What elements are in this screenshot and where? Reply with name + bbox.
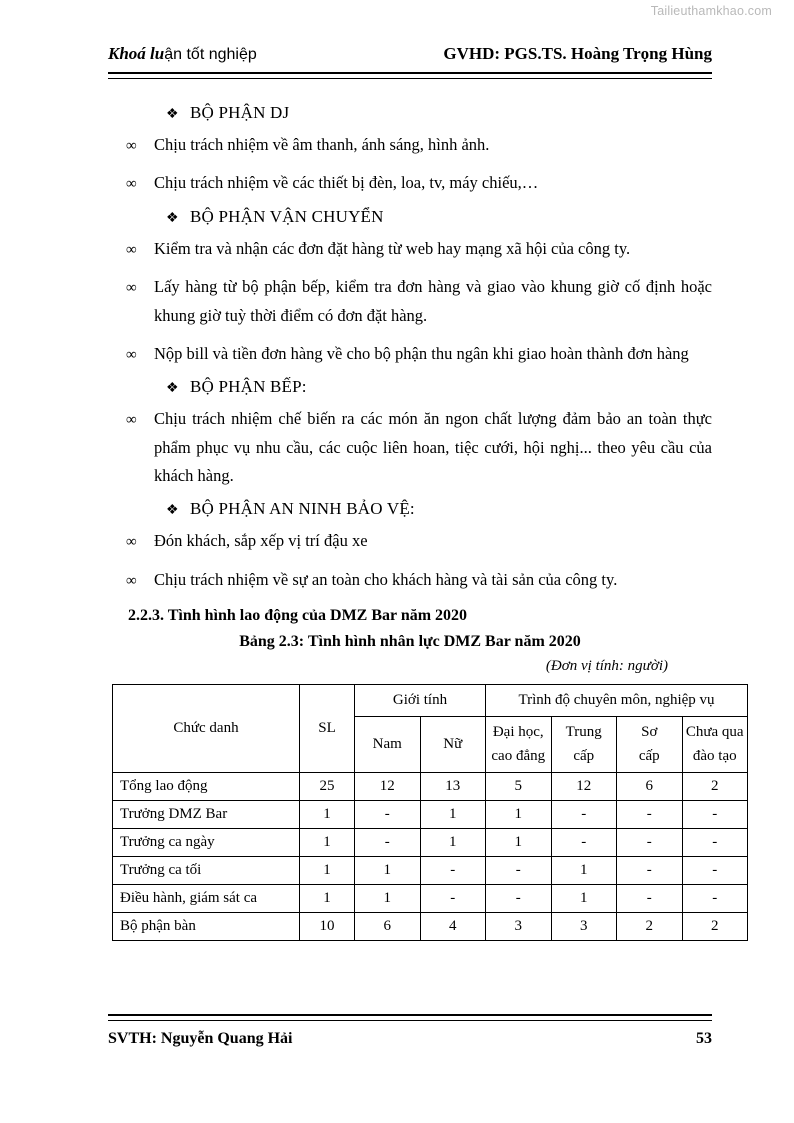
running-footer [108,1030,712,1048]
list-item [108,566,712,594]
cell-chua-qua: - [682,884,748,912]
table-row [113,772,748,800]
col-header-dai-hoc-line2: cao đẳng [491,747,546,764]
section-heading-label: BỘ PHẬN VẬN CHUYỂN [190,206,384,226]
col-header-so-cap-line2: cấp [638,747,660,764]
cell-label: Trưởng ca ngày [113,828,300,856]
table-header-row-1 [113,685,748,717]
table-row [113,800,748,828]
infinity-bullet-icon: ∞ [126,572,137,589]
infinity-bullet-icon: ∞ [126,176,137,193]
running-header [108,44,712,64]
table-row [113,912,748,940]
cell-sl: 25 [300,772,355,800]
table-row [113,884,748,912]
col-header-trung-cap [551,717,617,773]
cell-dai-hoc: 1 [486,828,552,856]
col-header-nam: Nam [355,717,421,773]
cell-sl: 1 [300,800,355,828]
cell-chua-qua: 2 [682,912,748,940]
footer-rule [108,1014,712,1021]
cell-nu: - [420,856,486,884]
col-header-chua-qua-line2: đào tạo [692,747,737,764]
diamond-bullet-icon: ❖ [166,210,179,226]
cell-dai-hoc: 1 [486,800,552,828]
cell-trung-cap: 1 [551,856,617,884]
section-heading-van-chuyen [108,208,712,226]
infinity-bullet-icon: ∞ [126,534,137,551]
header-left-title [108,44,257,64]
header-advisor: GVHD: PGS.TS. Hoàng Trọng Hùng [443,44,712,63]
list-item [108,405,712,490]
list-item-label: Chịu trách nhiệm chế biến ra các món ăn ngon chất lượng đảm bảo an toàn thực phẩm phục vụ nhu cầu, các cuộc liên hoan, tiệc cưới, hội nghị... theo yêu cầu của khách hàng. [154,409,712,485]
document-body [108,103,744,941]
cell-chua-qua: - [682,800,748,828]
list-item [108,340,712,368]
header-rule [108,72,712,79]
cell-so-cap: - [617,856,683,884]
cell-nam: - [355,828,421,856]
cell-sl: 10 [300,912,355,940]
page-number: 53 [696,1030,712,1047]
cell-nu: 1 [420,828,486,856]
col-header-so-cap-line1: Sơ [641,724,658,741]
list-item-label: Chịu trách nhiệm về âm thanh, ánh sáng, hình ảnh. [154,135,490,154]
col-header-chua-qua-dao-tao [682,717,748,773]
cell-label: Bộ phận bàn [113,912,300,940]
workforce-table [112,684,748,941]
list-item [108,235,712,263]
list-item [108,527,712,555]
cell-trung-cap: - [551,800,617,828]
cell-sl: 1 [300,884,355,912]
section-heading-bep [108,378,712,396]
list-item [108,131,712,159]
cell-label: Trưởng DMZ Bar [113,800,300,828]
cell-nam: 1 [355,856,421,884]
cell-so-cap: - [617,884,683,912]
cell-label: Điều hành, giám sát ca [113,884,300,912]
cell-nam: - [355,800,421,828]
cell-trung-cap: - [551,828,617,856]
cell-chua-qua: - [682,828,748,856]
section-heading-dj [108,104,712,122]
col-group-header-trinh-do: Trình độ chuyên môn, nghiệp vụ [486,685,748,717]
section-heading-label: BỘ PHẬN DJ [190,103,290,122]
list-item [108,169,712,197]
list-item-label: Chịu trách nhiệm về các thiết bị đèn, loa, tv, máy chiếu,… [154,173,539,193]
table-caption: Bảng 2.3: Tình hình nhân lực DMZ Bar năm 2020 [239,633,581,651]
cell-nu: 1 [420,800,486,828]
cell-trung-cap: 3 [551,912,617,940]
cell-so-cap: - [617,828,683,856]
infinity-bullet-icon: ∞ [126,280,137,297]
cell-dai-hoc: 5 [486,772,552,800]
cell-nam: 6 [355,912,421,940]
col-header-sl: SL [300,685,355,773]
cell-dai-hoc: 3 [486,912,552,940]
footer-author: SVTH: Nguyễn Quang Hải [108,1030,293,1047]
diamond-bullet-icon: ❖ [166,381,179,397]
diamond-bullet-icon: ❖ [166,107,179,122]
table-row [113,828,748,856]
infinity-bullet-icon: ∞ [126,138,137,154]
list-item-label: Nộp bill và tiền đơn hàng về cho bộ phận thu ngân khi giao hoàn thành đơn hàng [154,343,689,363]
cell-nu: 4 [420,912,486,940]
table-container [108,684,744,941]
section-heading-label: BỘ PHẬN BẾP: [190,377,307,397]
cell-chua-qua: 2 [682,772,748,800]
cell-chua-qua: - [682,856,748,884]
cell-label: Trưởng ca tối [113,856,300,884]
cell-sl: 1 [300,828,355,856]
cell-so-cap: 6 [617,772,683,800]
table-body [113,772,748,940]
cell-nu: - [420,884,486,912]
section-heading-label: BỘ PHẬN AN NINH BẢO VỆ: [190,499,415,519]
header-left-plain: ận tốt nghiệp [164,46,257,63]
cell-trung-cap: 1 [551,884,617,912]
cell-nu: 13 [420,772,486,800]
cell-dai-hoc: - [486,884,552,912]
infinity-bullet-icon: ∞ [126,346,137,363]
cell-so-cap: - [617,800,683,828]
table-head [113,685,748,773]
col-group-header-gioi-tinh: Giới tính [355,685,486,717]
col-header-dai-hoc-cao-dang [486,717,552,773]
list-item-label: Lấy hàng từ bộ phận bếp, kiểm tra đơn hàng và giao vào khung giờ cố định hoặc khung giờ tuỳ thời điểm có đơn đặt hàng. [154,277,712,325]
table-row [113,856,748,884]
cell-nam: 1 [355,884,421,912]
col-header-chuc-danh: Chức danh [113,685,300,773]
cell-trung-cap: 12 [551,772,617,800]
diamond-bullet-icon: ❖ [166,503,179,519]
list-item-label: Kiểm tra và nhận các đơn đặt hàng từ web hay mạng xã hội của công ty. [154,238,631,258]
table-unit-note: (Đơn vị tính: người) [545,658,668,675]
col-header-trung-cap-line2: cấp [573,747,595,764]
watermark: Tailieuthamkhao.com [650,4,772,18]
section-heading-an-ninh [108,500,712,518]
header-left-italic: Khoá lu [108,44,165,63]
infinity-bullet-icon: ∞ [126,241,137,258]
col-header-trung-cap-line1: Trung [565,724,602,741]
cell-so-cap: 2 [617,912,683,940]
list-item [108,273,712,330]
col-header-nu: Nữ [420,717,486,773]
cell-dai-hoc: - [486,856,552,884]
col-header-so-cap [617,717,683,773]
col-header-dai-hoc-line1: Đại học, [492,724,544,741]
cell-nam: 12 [355,772,421,800]
col-header-chua-qua-line1: Chưa qua [685,724,744,741]
list-item-label: Đón khách, sắp xếp vị trí đậu xe [154,531,368,551]
infinity-bullet-icon: ∞ [126,412,137,429]
cell-label: Tổng lao động [113,772,300,800]
list-item-label: Chịu trách nhiệm về sự an toàn cho khách hàng và tài sản của công ty. [154,569,618,589]
subsection-heading: 2.2.3. Tình hình lao động của DMZ Bar năm 2020 [128,607,468,625]
cell-sl: 1 [300,856,355,884]
